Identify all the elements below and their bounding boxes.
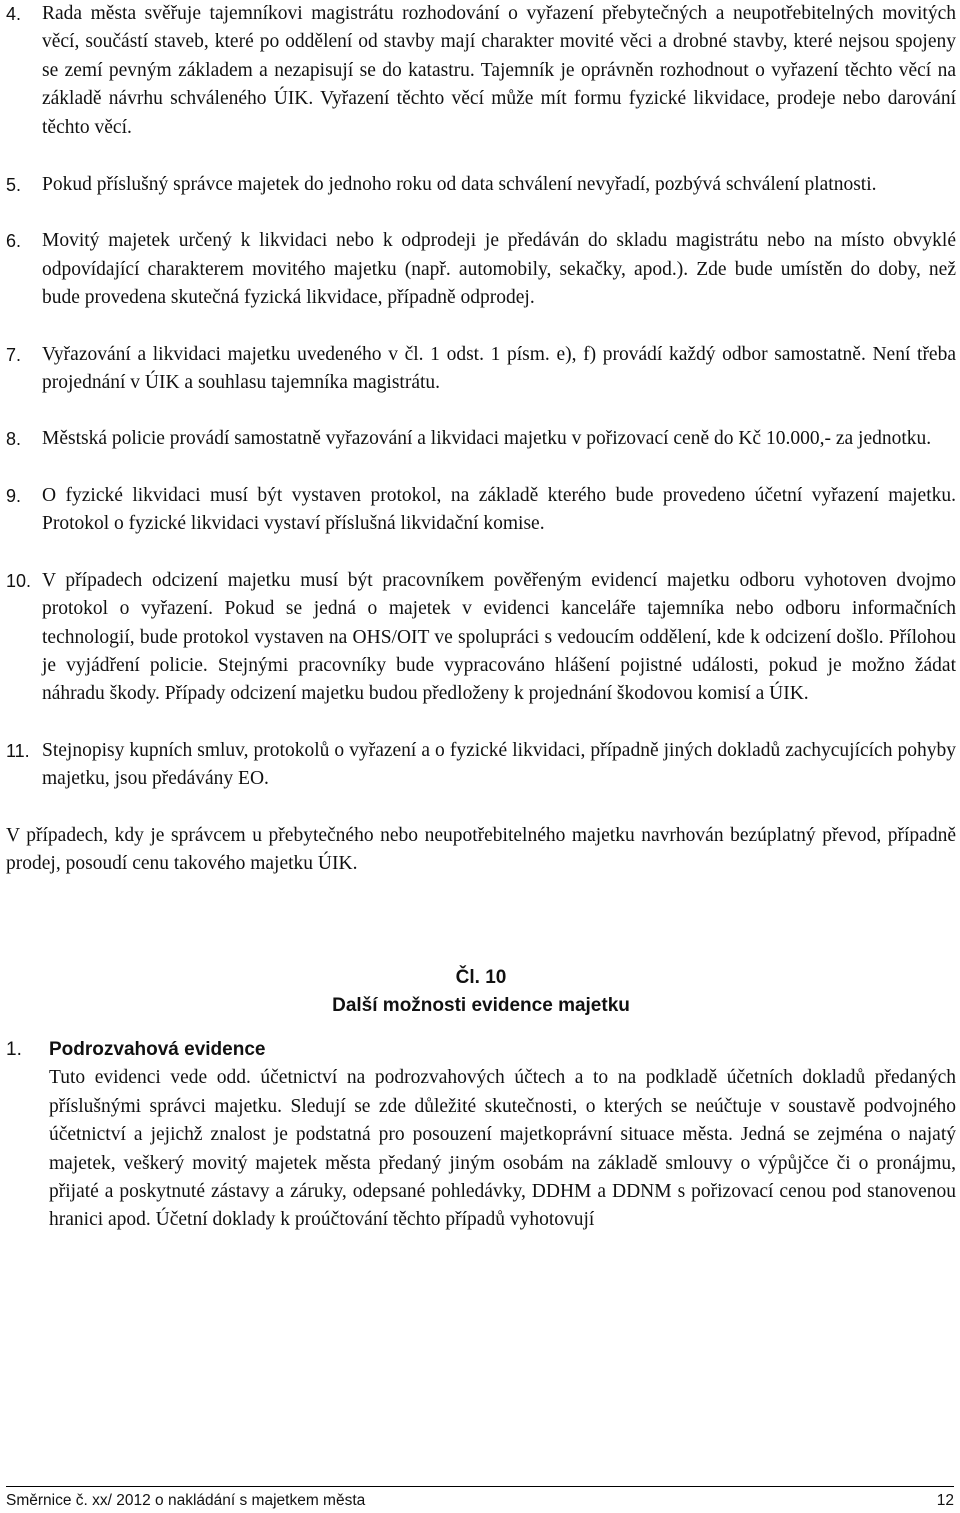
item-number: 7.: [6, 344, 22, 365]
item-number: 6.: [6, 231, 22, 252]
item-text: Městská policie provádí samostatně vyřazování a likvidaci majetku v pořizovací ceně do Kč 10.000,- za jednotku.: [42, 428, 932, 450]
item-number: 10.: [6, 570, 32, 591]
subsection-text: Tuto evidenci vede odd. účetnictví na podrozvahových účtech a to na podkladě účetních dokladů předaných příslušnými správci majetku. Sledují se zde důležité skutečnosti, o kterých se neúčtuje v soustavě podvojného účetnictví a jejichž znalost je podstatná pro posouzení majetkoprávní situace města. Jedná se zejména o najatý majetek, veškerý movitý majetek města předaný jiným osobám na základě smlouvy o výpůjčce či o pronájmu, přijaté a poskytnuté zástavy a záruky, odepsané pohledávky, DDHM a DDNM s pořizovací cenou pod stanovenou hranici apod. Účetní doklady k proúčtování těchto případů vyhotovují: [49, 1067, 956, 1231]
item-text: Stejnopisy kupních smluv, protokolů o vyřazení a o fyzické likvidaci, případně jiných dokladů zachycujících pohyby majetku, jsou předávány EO.: [42, 739, 956, 790]
item-number: 9.: [6, 485, 22, 506]
list-item-6: [6, 227, 956, 312]
item-text: O fyzické likvidaci musí být vystaven protokol, na základě kterého bude provedeno účetní vyřazení majetku. Protokol o fyzické likvidaci vystaví příslušná likvidační komise.: [42, 484, 956, 535]
item-number: 11.: [6, 740, 30, 761]
item-number: 8.: [6, 429, 22, 450]
item-text: Pokud příslušný správce majetek do jednoho roku od data schválení nevyřadí, pozbývá schválení platnosti.: [42, 174, 877, 196]
article-title: Další možnosti evidence majetku: [332, 995, 630, 1017]
closing-paragraph: V případech, kdy je správcem u přebytečného nebo neupotřebitelného majetku navrhován bezúplatný převod, případně prodej, posoudí cenu takového majetku ÚIK.: [6, 824, 956, 874]
subsection-title: Podrozvahová evidence: [49, 1039, 266, 1061]
list-item-11: [6, 737, 956, 794]
list-item-7: [6, 341, 956, 398]
item-number: 4.: [6, 4, 22, 24]
document-page: [6, 0, 956, 1235]
item-text: Rada města svěřuje tajemníkovi magistrátu rozhodování o vyřazení přebytečných a neupotřebitelných movitých věcí, součástí staveb, které po oddělení od stavby mají charakter movité věci a drobné stavby, které nejsou spojeny se zemí pevným základem a nezapisují se do katastru. Tajemník je oprávněn rozhodnout o vyřazení těchto věcí na základě návrhu schváleného ÚIK. Vyřazení těchto věcí může mít formu fyzické likvidace, prodeje nebo darování těchto věcí.: [42, 3, 956, 138]
item-text: Vyřazování a likvidaci majetku uvedeného v čl. 1 odst. 1 písm. e), f) provádí každý odbor samostatně. Není třeba projednání v ÚIK a souhlasu tajemníka magistrátu.: [42, 343, 956, 394]
subsection-heading: [6, 1036, 956, 1064]
item-text: V případech odcizení majetku musí být pracovníkem pověřeným evidencí majetku odboru vyhotoven dvojmo protokol o vyřazení. Pokud se jedná o majetek v evidenci kanceláře tajemníka nebo odboru informačních technologií, bude protokol vystaven na OHS/OIT ve spolupráci s vedoucím oddělení, kde k odcizení došlo. Přílohou je vyjádření policie. Stejnými pracovníky bude vypracováno hlášení pojistné události, pokud je možno žádat náhradu škody. Případy odcizení majetku budou předloženy k projednání škodovou komisí a ÚIK.: [42, 569, 956, 705]
subsection-number: 1.: [6, 1039, 22, 1061]
list-item-9: [6, 482, 956, 539]
spacer: [6, 1020, 956, 1036]
footer-document-title: Směrnice č. xx/ 2012 o nakládání s majetkem města: [6, 1492, 366, 1509]
spacer: [6, 878, 956, 964]
list-item-5: [6, 171, 956, 199]
list-item-8: [6, 425, 956, 453]
item-number: 5.: [6, 175, 22, 196]
footer-page-number: 12: [936, 1492, 954, 1509]
article-number: Čl. 10: [455, 967, 507, 989]
item-text: Movitý majetek určený k likvidaci nebo k odprodeji je předáván do skladu magistrátu nebo na místo obvyklé odpovídající charakterem movitého majetku (např. automobily, sekačky, apod.). Zde bude umístěn do doby, než bude provedena skutečná fyzická likvidace, případně odprodej.: [42, 230, 956, 309]
page-footer: [6, 1486, 954, 1513]
list-item-10: [6, 567, 956, 709]
list-item-4: [6, 0, 956, 142]
